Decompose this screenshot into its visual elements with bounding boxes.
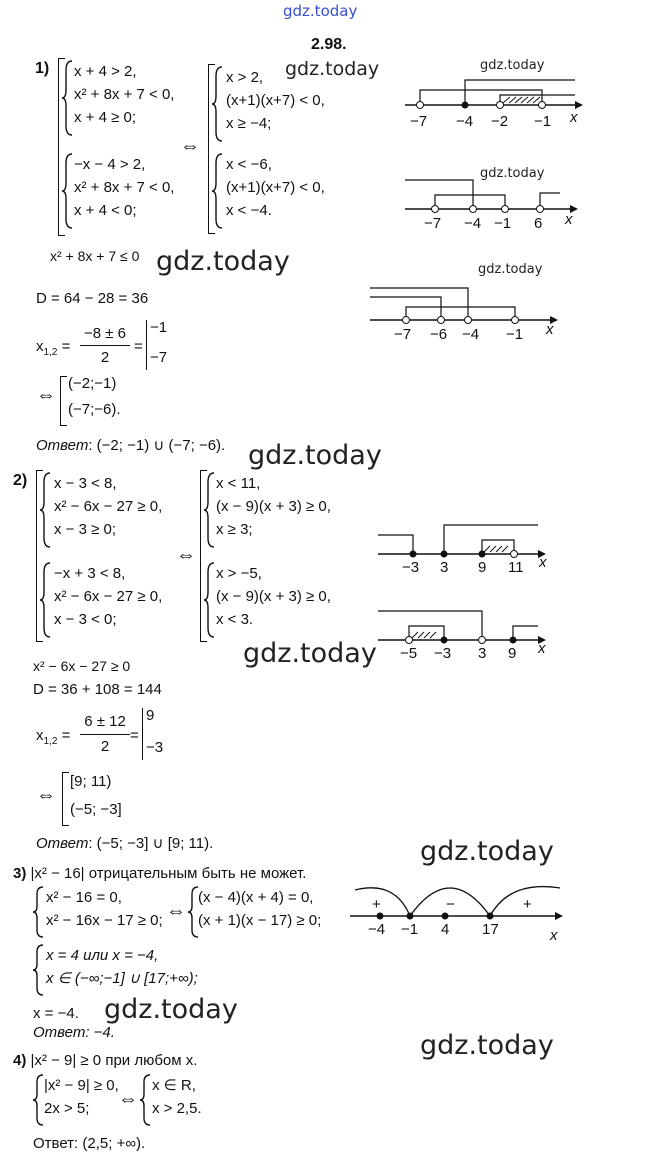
watermark: gdz.today — [156, 246, 290, 277]
part2-brace-c — [204, 472, 216, 548]
part1-brace-c — [212, 66, 224, 142]
part4-system-c — [152, 1074, 202, 1120]
part2-sys-d-line2: (x − 9)(x + 3) ≥ 0, — [216, 588, 331, 605]
part2-brace-a — [40, 472, 52, 548]
part1-sys-d-line1: x < −6, — [226, 156, 272, 173]
p2-ax1-x: x — [539, 554, 547, 571]
p1-ax2-tick: −4 — [464, 215, 482, 232]
part1-sys-c-line3: x ≥ −4; — [226, 115, 272, 132]
p3-ax-tick: −1 — [401, 921, 419, 938]
p1-ax3-x: x — [546, 321, 554, 338]
p1-ax1-x: x — [570, 109, 578, 126]
p3-ax-tick: −4 — [368, 921, 386, 938]
part3-system-a — [46, 886, 163, 932]
watermark: gdz.today — [478, 262, 543, 277]
part1-sys-b-line1: −x − 4 > 2, — [74, 156, 146, 173]
p1-ax2-x: x — [565, 211, 573, 228]
part4-statement: 4) |x² − 9| ≥ 0 при любом x. — [13, 1052, 198, 1069]
part2-root2: −3 — [146, 739, 164, 756]
part3-sys-c-line2: (x + 1)(x − 17) ≥ 0; — [198, 912, 322, 929]
part2-roots-lhs: $x_{1,2}$ = — [36, 727, 71, 747]
part3-answer: Ответ: −4. — [33, 1024, 115, 1041]
watermark: gdz.today — [420, 836, 554, 867]
part3-sys-c-line1: (x − 4)(x + 4) = 0, — [198, 889, 314, 906]
part2-roots-den: 2 — [100, 738, 110, 755]
part1-roots-num: −8 ± 6 — [83, 325, 126, 342]
part1-root1: −1 — [150, 319, 168, 336]
p1-ax3-tick: −1 — [506, 326, 524, 343]
part2-result1: [9; 11) — [70, 773, 112, 790]
part1-roots-den: 2 — [100, 349, 110, 366]
part2-sys-a-line1: x − 3 < 8, — [54, 475, 117, 492]
watermark: gdz.today — [104, 994, 238, 1025]
part3-system-c — [198, 886, 321, 932]
part1-brace-b — [62, 153, 74, 229]
part3-brace-e — [33, 944, 45, 996]
part3-sys-a-line1: x² − 16 = 0, — [46, 889, 122, 906]
part4-sys-c-line1: x ∈ R, — [152, 1077, 196, 1094]
p1-ax1-tick: −2 — [491, 113, 509, 130]
part2-sys-c-line3: x ≥ 3; — [216, 521, 253, 538]
part1-ineq: x² + 8x + 7 ≤ 0 — [50, 248, 140, 264]
part2-roots-num: 6 ± 12 — [84, 713, 126, 730]
p1-ax1-tick: −4 — [456, 113, 474, 130]
part2-eq2: = — [130, 727, 139, 744]
part1-system-d — [226, 153, 325, 222]
part2-result-iff: ⇔ — [36, 784, 56, 806]
part1-roots-lhs: $x_{1,2}$ = — [36, 338, 71, 358]
part3-iff: ⇔ — [166, 900, 186, 922]
p3-sign-plus-left: + — [372, 896, 381, 913]
part1-label: 1) — [35, 60, 50, 77]
p3-ax-tick: 17 — [482, 921, 499, 938]
part1-sys-a-line2: x² + 8x + 7 < 0, — [74, 86, 175, 103]
watermark: gdz.today — [285, 58, 380, 80]
part1-fraction-bar — [80, 345, 130, 346]
part2-result2: (−5; −3] — [70, 801, 122, 818]
part2-sys-b-line2: x² − 6x − 27 ≥ 0, — [54, 588, 163, 605]
part1-root2: −7 — [150, 349, 168, 366]
watermark: gdz.today — [480, 166, 545, 181]
part2-sys-c-line2: (x − 9)(x + 3) ≥ 0, — [216, 498, 331, 515]
part2-sys-d-line1: x > −5, — [216, 565, 262, 582]
part1-system-a — [74, 60, 174, 129]
part2-roots-bar — [142, 708, 143, 760]
part2-sys-a-line2: x² − 6x − 27 ≥ 0, — [54, 498, 163, 515]
part1-answer: Ответ: (−2; −1) ∪ (−7; −6). — [36, 437, 226, 454]
part2-sys-b-line3: x − 3 < 0; — [54, 611, 117, 628]
part1-result-iff: ⇔ — [36, 384, 56, 406]
part3-result: x = −4. — [33, 1005, 79, 1022]
part2-system-d — [216, 562, 331, 631]
part1-iff: ⇔ — [180, 135, 200, 157]
part2-sys-d-line3: x < 3. — [216, 611, 254, 628]
part2-root1: 9 — [146, 707, 155, 724]
part2-fraction-bar — [80, 734, 130, 735]
part1-brace-a — [62, 60, 74, 136]
problem-number: 2.98. — [311, 36, 347, 53]
part4-brace-c — [140, 1074, 152, 1126]
part2-sys-a-line3: x − 3 ≥ 0; — [54, 521, 117, 538]
part4-sys-c-line2: x > 2,5. — [152, 1100, 202, 1117]
part3-brace-a — [33, 886, 45, 938]
part2-ineq: x² − 6x − 27 ≥ 0 — [33, 658, 131, 674]
part2-brace-b — [40, 562, 52, 638]
part3-system-e — [46, 944, 198, 990]
part2-answer: Ответ: (−5; −3] ∪ [9; 11). — [36, 835, 214, 852]
p2-ax2-tick: −5 — [400, 645, 418, 662]
p3-ax-x: x — [550, 927, 558, 944]
watermark: gdz.today — [243, 638, 377, 669]
part1-system-b — [74, 153, 174, 222]
p1-ax2-tick: 6 — [534, 215, 543, 232]
p2-ax1-tick: 11 — [508, 559, 524, 576]
p2-ax2-x: x — [538, 640, 546, 657]
p3-sign-minus: − — [446, 896, 455, 913]
p3-ax-tick: 4 — [441, 921, 450, 938]
part1-sys-c-line1: x > 2, — [226, 69, 264, 86]
part2-result-bracket — [62, 772, 69, 826]
part3-sys-e-line2: x ∈ (−∞;−1] ∪ [17;+∞); — [46, 970, 198, 987]
part4-sys-a-line1: |x² − 9| ≥ 0, — [44, 1077, 119, 1094]
p2-ax1-tick: 9 — [478, 559, 487, 576]
part1-result-bracket — [60, 376, 67, 426]
part3-sys-e-line1: x = 4 или x = −4, — [46, 947, 159, 964]
p2-ax1-tick: 3 — [440, 559, 449, 576]
p1-ax3-tick: −6 — [430, 326, 448, 343]
part2-disc: D = 36 + 108 = 144 — [33, 681, 162, 698]
p1-ax1-tick: −1 — [534, 113, 552, 130]
part3-statement: 3) |x² − 16| отрицательным быть не может. — [13, 865, 307, 882]
watermark: gdz.today — [420, 1030, 554, 1061]
p1-ax2-tick: −7 — [424, 215, 442, 232]
part2-system-b — [54, 562, 162, 631]
part1-disc: D = 64 − 28 = 36 — [36, 290, 149, 307]
p2-ax2-tick: 3 — [478, 645, 487, 662]
part1-result1: (−2;−1) — [68, 375, 117, 392]
p2-ax1-tick: −3 — [402, 559, 420, 576]
part4-iff: ⇔ — [118, 1088, 138, 1110]
part4-system-a — [44, 1074, 119, 1120]
part2-sys-c-line1: x < 11, — [216, 475, 261, 492]
p2-ax2-tick: 9 — [508, 645, 517, 662]
part1-sys-b-line3: x + 4 < 0; — [74, 202, 137, 219]
part1-sys-a-line1: x + 4 > 2, — [74, 63, 137, 80]
p1-ax1-tick: −7 — [410, 113, 428, 130]
part1-sys-a-line3: x + 4 ≥ 0; — [74, 109, 137, 126]
part1-result2: (−7;−6). — [68, 401, 121, 418]
part1-eq2: = — [134, 338, 143, 355]
part2-sys-b-line1: −x + 3 < 8, — [54, 565, 126, 582]
part2-iff: ⇔ — [176, 544, 196, 566]
part1-sys-d-line2: (x+1)(x+7) < 0, — [226, 179, 325, 196]
watermark: gdz.today — [480, 58, 545, 73]
p1-ax2-tick: −1 — [494, 215, 512, 232]
part4-sys-a-line2: 2x > 5; — [44, 1100, 90, 1117]
p1-ax3-tick: −7 — [394, 326, 412, 343]
part1-sys-c-line2: (x+1)(x+7) < 0, — [226, 92, 325, 109]
part1-brace-d — [212, 153, 224, 229]
part2-brace-d — [204, 562, 216, 638]
part1-sys-d-line3: x < −4. — [226, 202, 272, 219]
p2-ax2-tick: −3 — [434, 645, 452, 662]
part2-system-c — [216, 472, 331, 541]
part1-roots-bar — [146, 320, 147, 370]
watermark-top: gdz.today — [283, 2, 358, 20]
part4-answer: Ответ: (2,5; +∞). — [33, 1135, 146, 1152]
part1-sys-b-line2: x² + 8x + 7 < 0, — [74, 179, 175, 196]
p3-sign-plus-right: + — [523, 896, 532, 913]
part2-system-a — [54, 472, 162, 541]
part2-label: 2) — [13, 472, 28, 489]
watermark: gdz.today — [248, 440, 382, 471]
part3-sys-a-line2: x² − 16x − 17 ≥ 0; — [46, 912, 163, 929]
p1-ax3-tick: −4 — [462, 326, 480, 343]
